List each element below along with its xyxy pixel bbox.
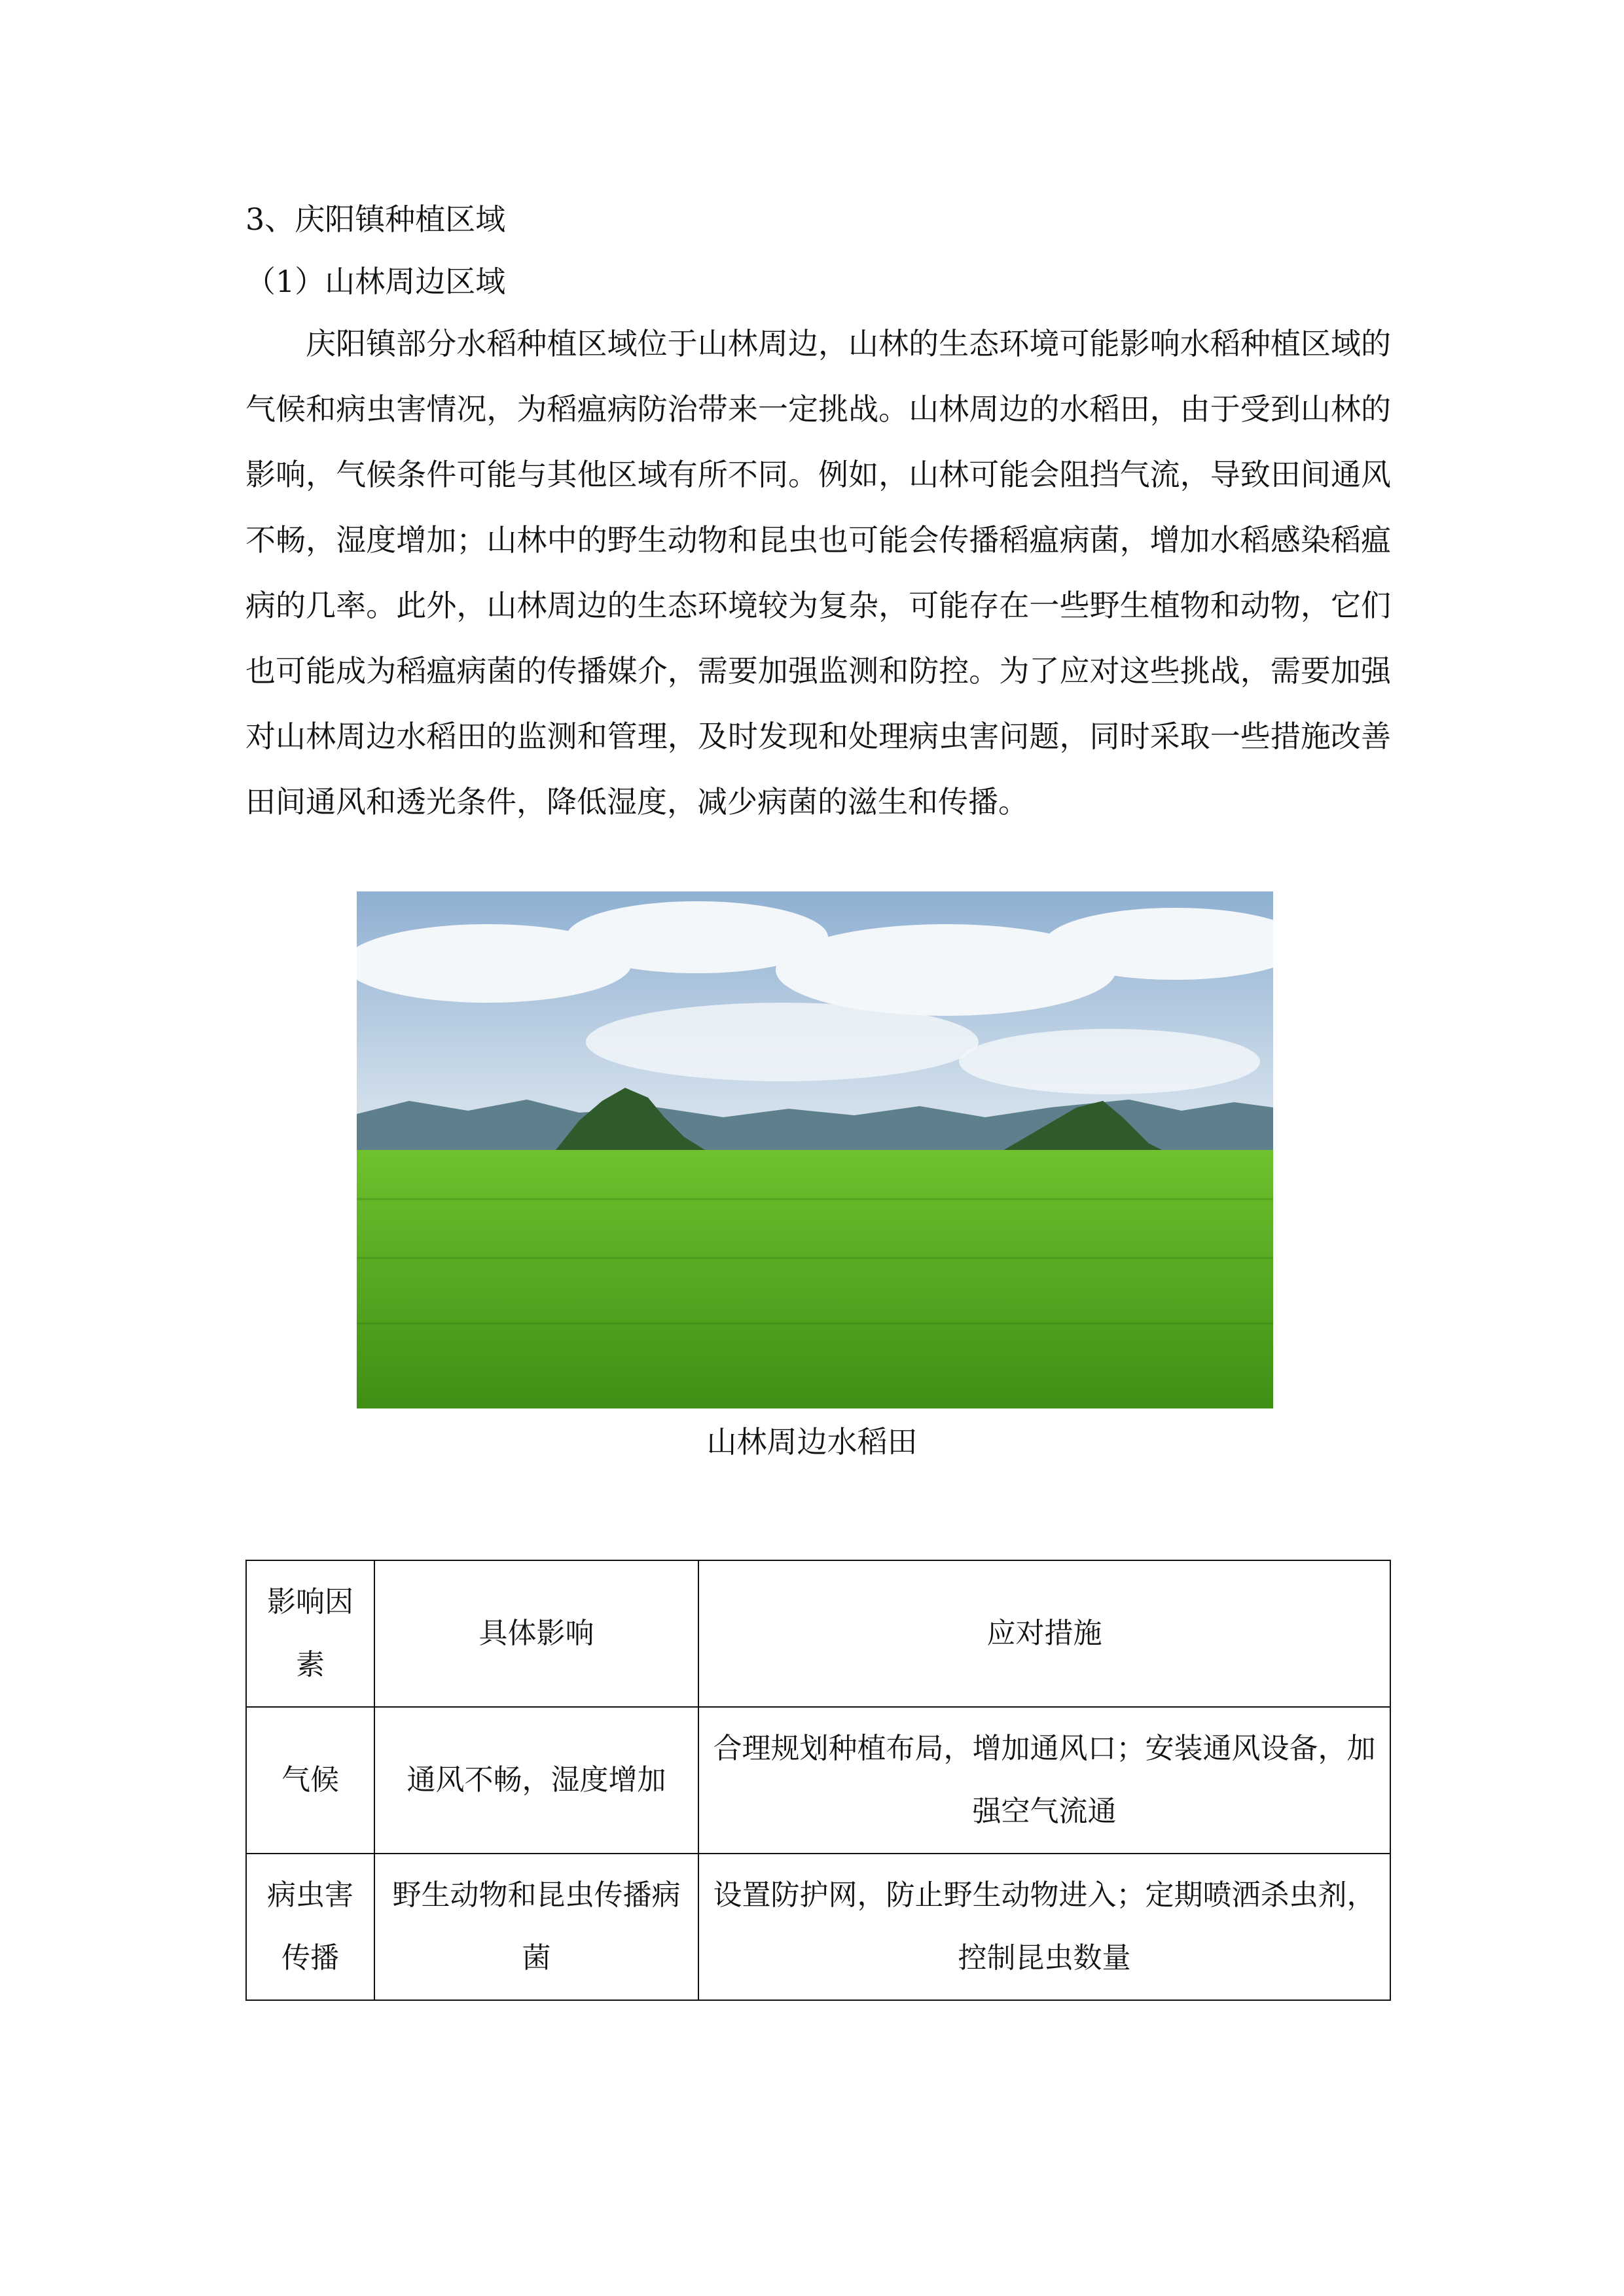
table-row xyxy=(246,1707,1390,1854)
measure-cell: 合理规划种植布局，增加通风口；安装通风设备，加强空气流通 xyxy=(698,1707,1390,1854)
table-row xyxy=(246,1854,1390,2000)
table-header: 影响因素 xyxy=(246,1560,374,1707)
factor-cell: 气候 xyxy=(246,1707,374,1854)
measure-cell: 设置防护网，防止野生动物进入；定期喷洒杀虫剂，控制昆虫数量 xyxy=(698,1854,1390,2000)
impact-cell: 野生动物和昆虫传播病菌 xyxy=(374,1854,698,2000)
factor-cell: 病虫害传播 xyxy=(246,1854,374,2000)
field xyxy=(357,1150,1273,1408)
impact-table xyxy=(245,1560,1391,2001)
table-header-row xyxy=(246,1560,1390,1707)
body-paragraph: 庆阳镇部分水稻种植区域位于山林周边，山林的生态环境可能影响水稻种植区域的气候和病虫害情况，为稻瘟病防治带来一定挑战。山林周边的水稻田，由于受到山林的影响，气候条件可能与其他区域有所不同。例如，山林可能会阻挡气流，导致田间通风不畅，湿度增加；山林中的野生动物和昆虫也可能会传播稻瘟病菌，增加水稻感染稻瘟病的几率。此外，山林周边的生态环境较为复杂，可能存在一些野生植物和动物，它们也可能成为稻瘟病菌的传播媒介，需要加强监测和防控。为了应对这些挑战，需要加强对山林周边水稻田的监测和管理，及时发现和处理病虫害问题，同时采取一些措施改善田间通风和透光条件，降低湿度，减少病菌的滋生和传播。 xyxy=(245,326,1391,819)
impact-cell: 通风不畅，湿度增加 xyxy=(374,1707,698,1854)
table-header: 具体影响 xyxy=(374,1560,698,1707)
sub-title: （1）山林周边区域 xyxy=(245,264,506,299)
rice-field-photo xyxy=(357,891,1273,1408)
section-title: 3、庆阳镇种植区域 xyxy=(245,202,506,237)
table-header: 应对措施 xyxy=(698,1560,1390,1707)
figure-caption: 山林周边水稻田 xyxy=(706,1424,918,1460)
